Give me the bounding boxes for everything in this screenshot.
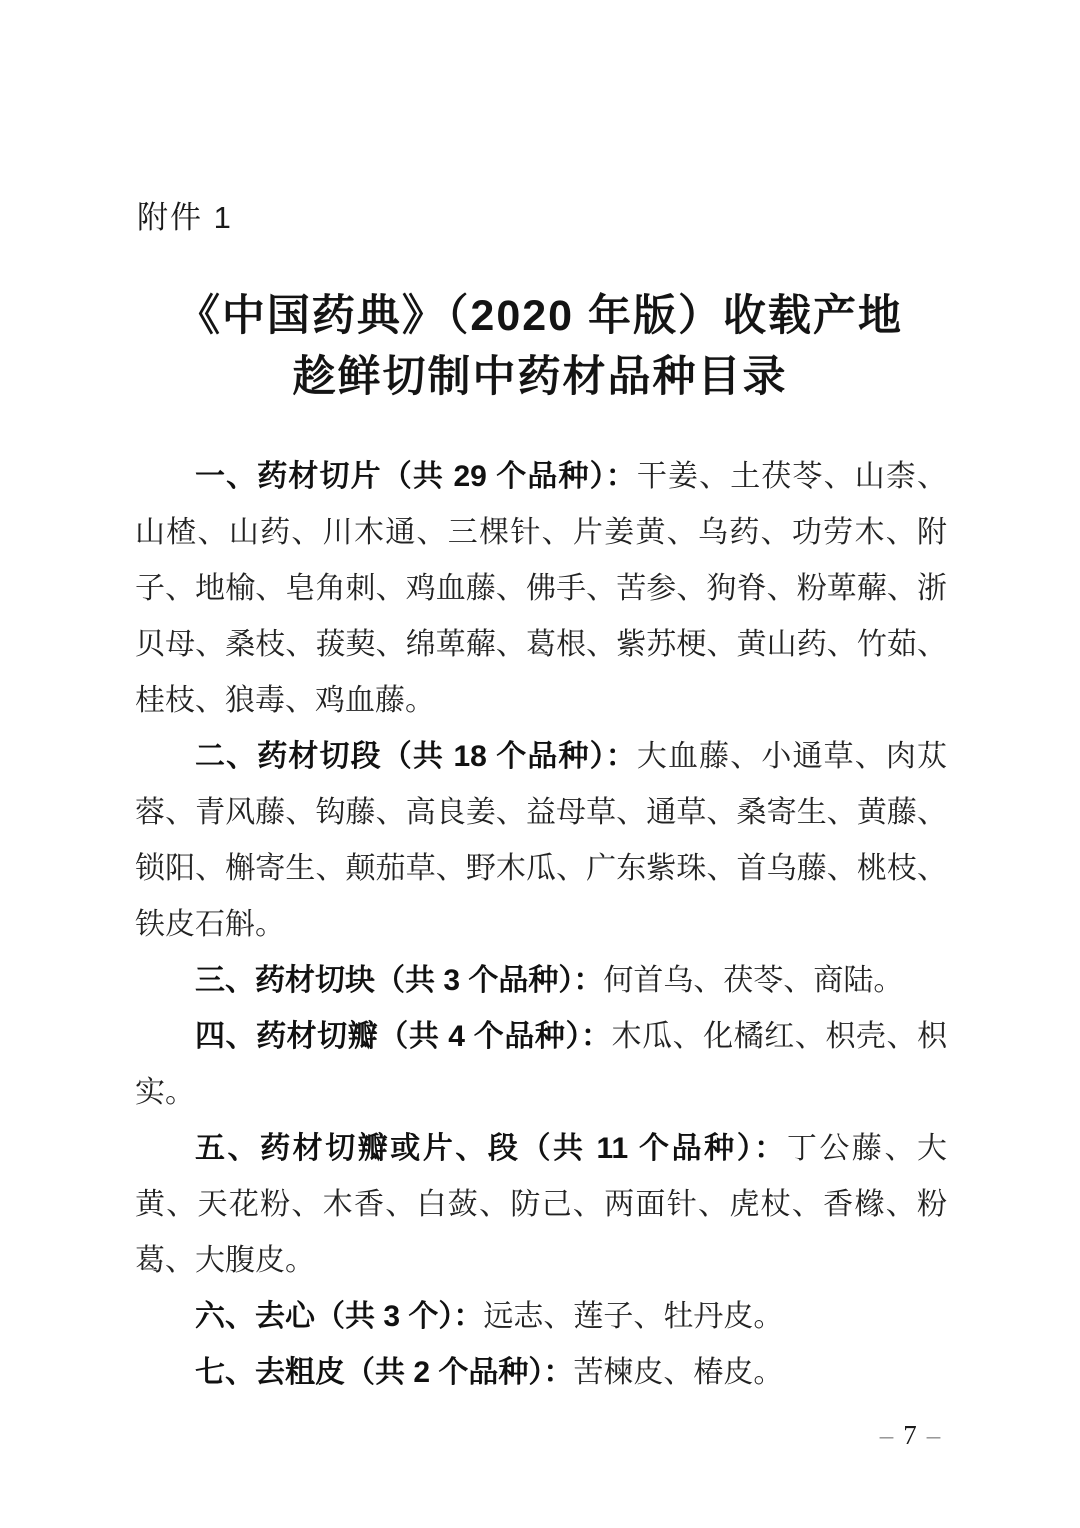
section-paragraph-7 (135, 1345, 947, 1401)
section-5-items: 丁公藤、大黄、天花粉、木香、白蔹、防己、两面针、虎杖、香橼、粉葛、大腹皮。 (135, 1132, 948, 1277)
section-3-items: 何首乌、茯苓、商陆。 (603, 964, 904, 997)
section-paragraph-3 (135, 953, 947, 1009)
section-4-heading: 四、药材切瓣（共 4 个品种）： (195, 1020, 612, 1053)
section-6-items: 远志、莲子、牡丹皮。 (483, 1300, 784, 1333)
section-7-items: 苦楝皮、椿皮。 (573, 1356, 784, 1389)
document-title (0, 286, 1080, 408)
page-number-value: 7 (903, 1420, 917, 1450)
document-title-line1: 《中国药典》（2020 年版）收载产地 (176, 292, 904, 340)
section-paragraph-2 (135, 729, 947, 953)
page-number (840, 1420, 980, 1451)
section-1-items: 干姜、土茯苓、山柰、山楂、山药、川木通、三棵针、片姜黄、乌药、功劳木、附子、地榆、皂角刺、鸡血藤、佛手、苦参、狗脊、粉萆薢、浙贝母、桑枝、菝葜、绵萆薢、葛根、紫苏梗、黄山药、竹茹、桂枝、狼毒、鸡血藤。 (135, 460, 947, 717)
section-4-items: 木瓜、化橘红、枳壳、枳实。 (135, 1020, 948, 1109)
page-number-dash-left: – (879, 1420, 894, 1450)
section-6-heading: 六、去心（共 3 个）： (195, 1300, 484, 1333)
section-5-heading: 五、药材切瓣或片、段（共 11 个品种）： (195, 1132, 787, 1165)
section-1-heading: 一、药材切片（共 29 个品种）： (195, 460, 637, 493)
section-paragraph-6 (135, 1289, 947, 1345)
section-2-items: 大血藤、小通草、肉苁蓉、青风藤、钩藤、高良姜、益母草、通草、桑寄生、黄藤、锁阳、槲寄生、颠茄草、野木瓜、广东紫珠、首乌藤、桃枝、铁皮石斛。 (135, 740, 947, 941)
section-paragraph-5 (135, 1121, 947, 1289)
section-3-heading: 三、药材切块（共 3 个品种）： (195, 964, 604, 997)
section-7-heading: 七、去粗皮（共 2 个品种）： (195, 1356, 574, 1389)
document-title-line2: 趁鲜切制中药材品种目录 (292, 353, 788, 401)
section-paragraph-1 (135, 449, 947, 729)
section-paragraph-4 (135, 1009, 947, 1121)
attachment-label: 附件 1 (137, 200, 233, 235)
document-body (135, 449, 947, 1401)
section-2-heading: 二、药材切段（共 18 个品种）： (195, 740, 637, 773)
page-number-dash-right: – (926, 1420, 941, 1450)
